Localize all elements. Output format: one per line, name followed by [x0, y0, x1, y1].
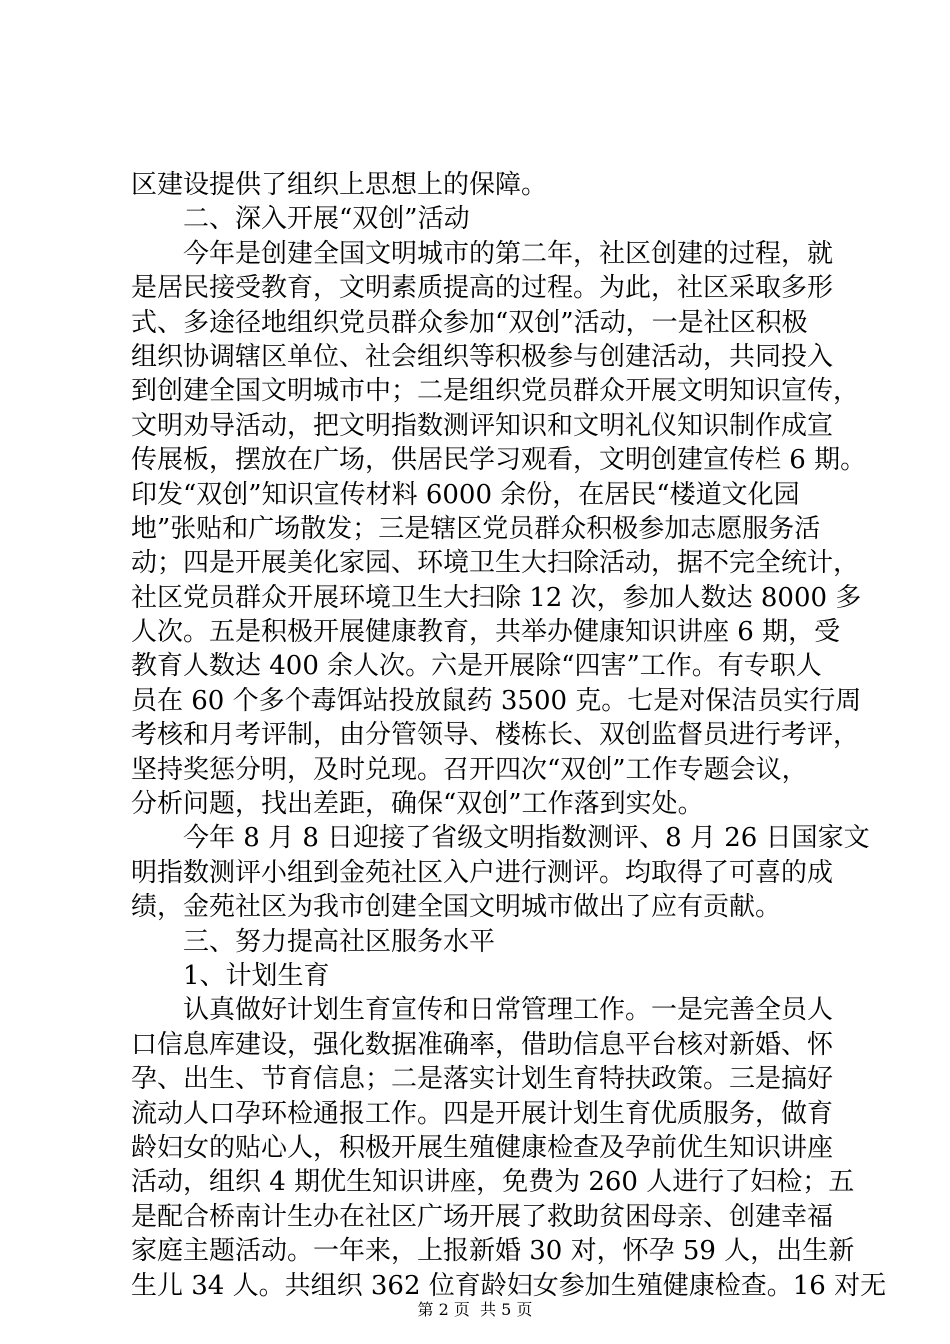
text-line: 分析问题，找出差距，确保“双创”工作落到实处。	[131, 789, 704, 820]
text-line: 员在 60 个多个毒饵站投放鼠药 3500 克。七是对保洁员实行周	[131, 685, 862, 716]
text-line: 到创建全国文明城市中；二是组织党员群众开展文明知识宣传，	[131, 376, 860, 407]
text-line: 坚持奖惩分明，及时兑现。召开四次“双创”工作专题会议，	[131, 754, 808, 785]
text-line: 明指数测评小组到金苑社区入户进行测评。均取得了可喜的成	[131, 857, 834, 888]
section-heading: 二、深入开展“双创”活动	[131, 204, 470, 235]
text-line: 区建设提供了组织上思想上的保障。	[131, 170, 548, 200]
text-line: 口信息库建设，强化数据准确率，借助信息平台核对新婚、怀	[131, 1029, 834, 1060]
subsection-heading: 1、计划生育	[131, 960, 330, 991]
text-line: 式、多途径地组织党员群众参加“双创”活动，一是社区积极	[131, 307, 808, 338]
page-footer: 第 2 页 共 5 页	[417, 1300, 533, 1319]
text-line: 今年是创建全国文明城市的第二年，社区创建的过程，就	[131, 238, 834, 269]
text-line: 今年 8 月 8 日迎接了省级文明指数测评、8 月 26 日国家文	[131, 823, 870, 854]
text-line: 流动人口孕环检通报工作。四是开展计划生育优质服务，做育	[131, 1098, 834, 1129]
text-line: 组织协调辖区单位、社会组织等积极参与创建活动，共同投入	[131, 341, 834, 372]
text-line: 是居民接受教育，文明素质提高的过程。为此，社区采取多形	[131, 273, 834, 304]
text-line: 教育人数达 400 余人次。六是开展除“四害”工作。有专职人	[131, 651, 822, 682]
text-line: 孕、出生、节育信息；二是落实计划生育特扶政策。三是搞好	[131, 1064, 834, 1095]
text-line: 活动，组织 4 期优生知识讲座，免费为 260 人进行了妇检；五	[131, 1167, 855, 1198]
text-line: 生儿 34 人。共组织 362 位育龄妇女参加生殖健康检查。16 对无	[131, 1270, 887, 1301]
text-line: 绩，金苑社区为我市创建全国文明城市做出了应有贡献。	[131, 892, 782, 923]
text-line: 龄妇女的贴心人，积极开展生殖健康检查及孕前优生知识讲座	[131, 1132, 834, 1163]
text-line: 人次。五是积极开展健康教育，共举办健康知识讲座 6 期，受	[131, 617, 841, 648]
section-heading: 三、努力提高社区服务水平	[131, 926, 496, 957]
text-line: 文明劝导活动，把文明指数测评知识和文明礼仪知识制作成宣	[131, 410, 834, 441]
text-line: 是配合桥南计生办在社区广场开展了救助贫困母亲、创建幸福	[131, 1201, 834, 1232]
text-line: 动；四是开展美化家园、环境卫生大扫除活动，据不完全统计，	[131, 548, 860, 579]
text-line: 考核和月考评制，由分管领导、楼栋长、双创监督员进行考评，	[131, 720, 860, 751]
document-body	[131, 168, 887, 1303]
text-line: 认真做好计划生育宣传和日常管理工作。一是完善全员人	[131, 995, 834, 1026]
text-line: 传展板，摆放在广场，供居民学习观看，文明创建宣传栏 6 期。	[131, 445, 867, 476]
text-line: 社区党员群众开展环境卫生大扫除 12 次，参加人数达 8000 多	[131, 582, 862, 613]
text-line: 地”张贴和广场散发；三是辖区党员群众积极参加志愿服务活	[131, 513, 821, 544]
text-line: 家庭主题活动。一年来，上报新婚 30 对，怀孕 59 人，出生新	[131, 1236, 855, 1267]
text-line: 印发“双创”知识宣传材料 6000 余份，在居民“楼道文化园	[131, 479, 800, 510]
